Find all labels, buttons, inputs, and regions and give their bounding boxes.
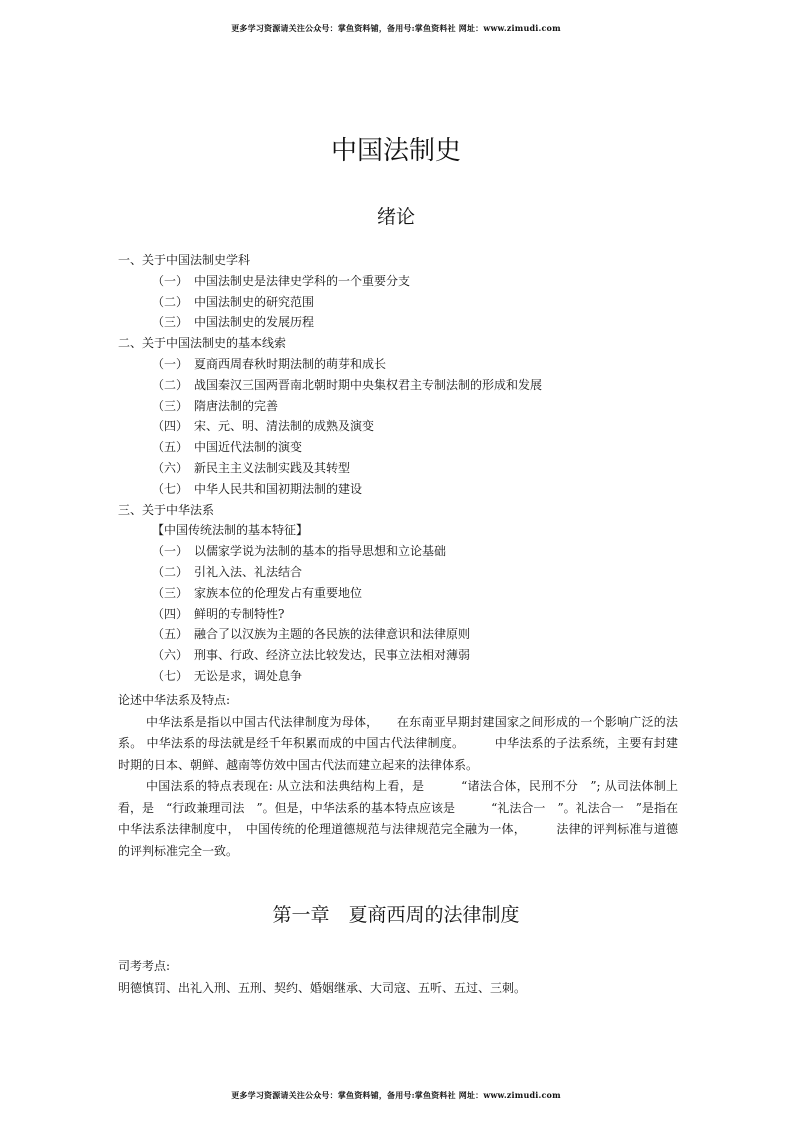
- outline-item: （二） 引礼入法、礼法结合: [152, 564, 303, 579]
- outline-item: （六） 新民主主义法制实践及其转型: [152, 460, 351, 475]
- section-title-introduction: 绪论: [376, 206, 415, 228]
- outline-heading-2: 二、关于中国法制史的基本线索: [118, 336, 287, 351]
- outline-item: （二） 战国秦汉三国两晋南北朝时期中央集权君主专制法制的形成和发展: [152, 377, 543, 392]
- exam-points: [118, 955, 678, 999]
- chapter-title: 第一章 夏商西周的法律制度: [272, 904, 520, 926]
- exam-points-list: 明德慎罚、出礼入刑、五刑、契约、婚姻继承、大司寇、五听、五过、三刺。: [118, 981, 527, 995]
- essay-paragraph: 中华法系是指以中国古代法律制度为母体， 在东南亚早期封建国家之间形成的一个影响广泛的法系。 中华法系的母法就是经千年积累而成的中国古代法律制度。 中华法系的子法系统，主要有封建时期的日本、朝鲜、越南等仿效中国古代法而建立起来的法律体系。: [118, 714, 678, 772]
- outline-item: （三） 隋唐法制的完善: [152, 398, 279, 413]
- page-header: 更多学习资源请关注公众号：掌鱼资料铺，备用号:掌鱼资料社 网址：www.zimudi.com: [231, 23, 561, 33]
- outline-heading-3: 三、关于中华法系: [118, 502, 215, 517]
- outline-item: （四） 宋、元、明、清法制的成熟及演变: [152, 419, 375, 434]
- outline-item: （三） 中国法制史的发展历程: [152, 315, 315, 330]
- outline: [118, 250, 678, 687]
- outline-item: （一） 夏商西周春秋时期法制的萌芽和成长: [152, 356, 387, 371]
- page-footer: 更多学习资源请关注公众号：掌鱼资料铺，备用号:掌鱼资料社 网址：www.zimudi.com: [231, 1090, 561, 1100]
- outline-item: （七） 中华人民共和国初期法制的建设: [152, 481, 363, 496]
- outline-item: （七） 无讼是求，调处息争: [152, 668, 303, 683]
- outline-item: （二） 中国法制史的研究范围: [152, 294, 315, 309]
- outline-item: （一） 以儒家学说为法制的基本的指导思想和立论基础: [152, 544, 447, 559]
- essay: [118, 690, 678, 862]
- outline-item: （五） 融合了以汉族为主题的各民族的法律意识和法律原则: [152, 627, 471, 642]
- essay-paragraph: 中国法系的特点表现在: 从立法和法典结构上看，是 “诸法合体，民刑不分 ”; 从司法体制上看，是 “行政兼理司法 ”。但是，中华法系的基本特点应该是 “礼法合一 ”。礼法合一 ”是指在中华法系法律制度中， 中国传统的伦理道德规范与法律规范完全融为一体， 法律的评判标准与道德的评判标准完全一致。: [118, 779, 678, 858]
- outline-item: （六） 刑事、行政、经济立法比较发达，民事立法相对薄弱: [152, 648, 471, 663]
- outline-item: （三） 家族本位的伦理发占有重要地位: [152, 585, 363, 600]
- outline-item: （一） 中国法制史是法律史学科的一个重要分支: [152, 273, 411, 288]
- document-title: 中国法制史: [330, 136, 461, 166]
- outline-subheading: 【中国传统法制的基本特征】: [152, 523, 309, 538]
- essay-heading: 论述中华法系及特点:: [118, 693, 231, 707]
- exam-points-label: 司考考点:: [118, 959, 171, 973]
- outline-heading-1: 一、关于中国法制史学科: [118, 253, 251, 267]
- outline-item: （五） 中国近代法制的演变: [152, 440, 303, 455]
- outline-item: （四） 鲜明的专制特性?: [152, 606, 285, 621]
